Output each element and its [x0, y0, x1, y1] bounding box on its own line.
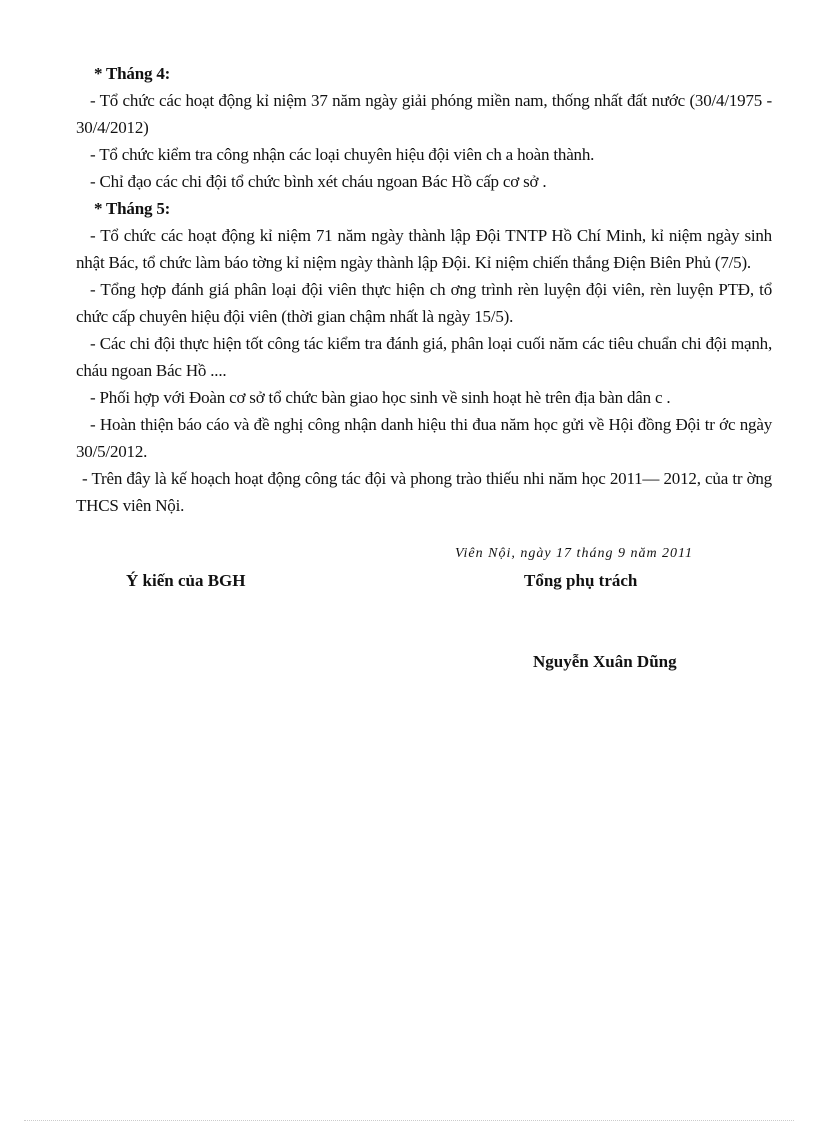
place-date: Viên Nội, ngày 17 tháng 9 năm 2011 — [455, 546, 694, 561]
month-5-item-3: - Các chi đội thực hiện tốt công tác kiểm tra đánh giá, phân loại cuối năm các tiêu chuẩn chi đội mạnh, cháu ngoan Bác Hồ .... — [76, 334, 772, 380]
signature-name: Nguyễn Xuân Dũng — [533, 652, 677, 671]
month-5-item-4: - Phối hợp với Đoàn cơ sở tổ chức bàn giao học sinh về sinh hoạt hè trên địa bàn dân c . — [90, 388, 671, 407]
closing-paragraph: - Trên đây là kế hoạch hoạt động công tác đội và phong trào thiếu nhi năm học 2011— 2012, của tr ờng THCS viên Nội. — [76, 469, 772, 515]
signature-left-title: Ý kiến của BGH — [126, 571, 246, 590]
month-4-heading: * Tháng 4: — [94, 64, 171, 83]
document-body — [76, 60, 772, 519]
month-5-item-5: - Hoàn thiện báo cáo và đề nghị công nhận danh hiệu thi đua năm học gửi về Hội đồng Đội tr ớc ngày 30/5/2012. — [76, 415, 772, 461]
month-5-item-2: - Tổng hợp đánh giá phân loại đội viên thực hiện ch ơng trình rèn luyện đội viên, rèn luyện PTĐ, tổ chức cấp chuyên hiệu đội viên (thời gian chậm nhất là ngày 15/5). — [76, 280, 772, 326]
month-4-item-3: - Chỉ đạo các chi đội tổ chức bình xét cháu ngoan Bác Hồ cấp cơ sở . — [90, 172, 547, 191]
month-4-item-1: - Tổ chức các hoạt động kỉ niệm 37 năm ngày giải phóng miền nam, thống nhất đất nước (30/4/1975 - 30/4/2012) — [76, 91, 772, 137]
month-5-heading: * Tháng 5: — [94, 199, 171, 218]
month-4-item-2: - Tổ chức kiểm tra công nhận các loại chuyên hiệu đội viên ch a hoàn thành. — [90, 145, 595, 164]
page-bottom-border — [24, 1120, 794, 1121]
signature-right-title: Tổng phụ trách — [524, 571, 638, 590]
month-5-item-1: - Tổ chức các hoạt động kỉ niệm 71 năm ngày thành lập Đội TNTP Hồ Chí Minh, kỉ niệm ngày sinh nhật Bác, tổ chức làm báo tờng kỉ niệm ngày thành lập Đội. Kỉ niệm chiến thắng Điện Biên Phủ (7/5). — [76, 226, 772, 272]
